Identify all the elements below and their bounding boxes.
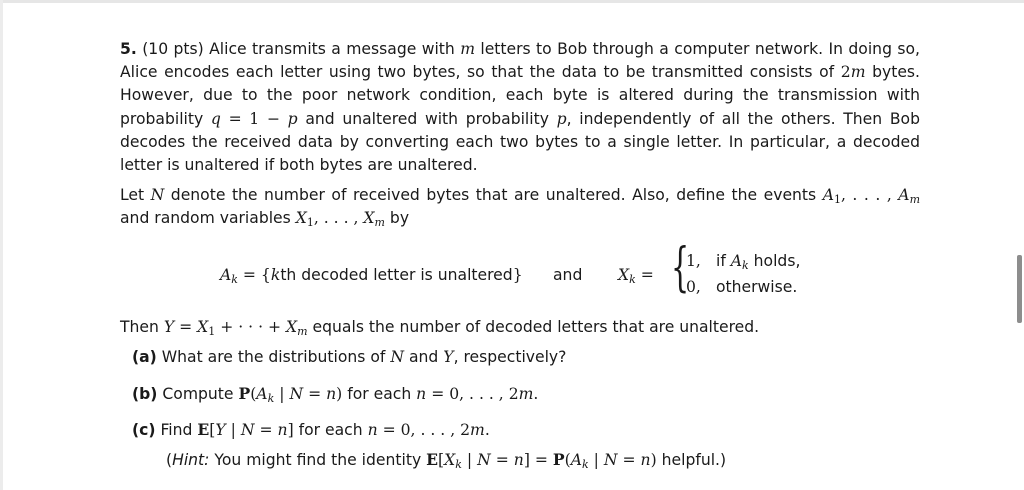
event-definition: $A_k = \{kth$ decoded letter is unaltered} bbox=[220, 266, 523, 286]
statement-text: , independently of all the others. Then Bob decodes the received data by converting each two bytes to a single letter. In particular, a decoded letter is unaltered if both bytes are unaltered. bbox=[120, 109, 920, 175]
case-condition: if bbox=[716, 252, 731, 270]
problem-number: 5. bbox=[120, 40, 137, 58]
window-top-edge bbox=[0, 0, 1024, 3]
question-text: Compute bbox=[162, 385, 239, 403]
question-text: Find bbox=[160, 421, 198, 439]
definition-text: and random variables bbox=[120, 209, 296, 228]
case-condition: otherwise. bbox=[716, 278, 798, 296]
event-text: th decoded letter is unaltered bbox=[280, 266, 513, 284]
question-label: (a) bbox=[132, 348, 157, 366]
question-c: (c) Find E[Y | N = n] for each n = 0, . . . , 2m. bbox=[132, 420, 490, 439]
sum-text: equals the number of decoded letters that are unaltered. bbox=[307, 318, 760, 336]
case-otherwise bbox=[686, 278, 797, 296]
problem-points: (10 pts) bbox=[142, 40, 204, 58]
case-condition: holds, bbox=[748, 252, 801, 270]
problem-statement: 5. (10 pts) Alice transmits a message with m letters to Bob through a computer network. In doing so, Alice encodes each letter using two bytes, so that the data to be transmitted consists of 2m bytes. However, due to the poor network condition, each byte is altered during the transmission with probability q = 1 − p and unaltered with probability p, independently of all the others. Then Bob decodes the received data by converting each two bytes to a single letter. In particular, a decoded letter is unaltered if both bytes are unaltered. bbox=[120, 40, 920, 175]
hint-label: Hint: bbox=[172, 451, 210, 469]
display-equations bbox=[120, 238, 920, 308]
case-value: 0, bbox=[686, 278, 701, 296]
statement-text: letters to Bob through a computer network. In doing so, Alice encodes each letter using two bytes, so that the data to be transmitted consists of bbox=[120, 40, 920, 82]
question-text: for each bbox=[342, 385, 417, 403]
statement-text: bytes. However, due to the poor network condition, each byte is altered during the transmission with probability bbox=[120, 63, 920, 128]
question-text: , respectively? bbox=[453, 348, 567, 366]
window-left-edge bbox=[0, 0, 3, 490]
sum-definition: Then $Y = X_1$ + · · · + $X_m$ equals the number of decoded letters that are unaltered. bbox=[120, 318, 760, 338]
question-b: (b) Compute $P(A_k$ | N = n) for each n = 0, . . . , 2m. bbox=[132, 384, 539, 405]
question-text: What are the distributions of bbox=[161, 348, 391, 366]
definitions-paragraph: Let N denote the number of received bytes that are unaltered. Also, define the events $A_1$, . . . , $A_m$ and random variables $X_1$, . . . , $X_m$ by bbox=[120, 186, 920, 230]
definition-text: denote the number of received bytes that are unaltered. Also, define the events bbox=[164, 186, 823, 205]
question-a: (a) What are the distributions of N and Y, respectively? bbox=[132, 348, 567, 366]
and-word: and bbox=[553, 266, 583, 284]
indicator-lhs: $X_k$ = bbox=[618, 266, 654, 286]
question-text: and bbox=[404, 348, 444, 366]
cases-brace: { bbox=[671, 238, 690, 298]
scrollbar-thumb[interactable] bbox=[1017, 255, 1022, 323]
question-text: for each bbox=[293, 421, 368, 439]
case-holds: 1, if $A_k$ holds, bbox=[686, 252, 801, 272]
problem-document bbox=[120, 38, 920, 471]
sum-text: Then bbox=[120, 318, 164, 336]
question-label: (b) bbox=[132, 385, 158, 403]
hint-text: helpful.) bbox=[656, 451, 727, 469]
definition-text: by bbox=[384, 209, 410, 228]
statement-text: and unaltered with probability bbox=[297, 109, 557, 128]
case-value: 1, bbox=[686, 252, 701, 270]
definition-text: Let bbox=[120, 186, 151, 205]
question-label: (c) bbox=[132, 421, 156, 439]
hint: (Hint: You might find the identity $E[X_k$ | $N = n] = P(A_k$ | N = n) helpful.) bbox=[166, 450, 727, 471]
hint-text: You might find the identity bbox=[209, 451, 427, 469]
statement-text: Alice transmits a message with bbox=[209, 40, 461, 58]
